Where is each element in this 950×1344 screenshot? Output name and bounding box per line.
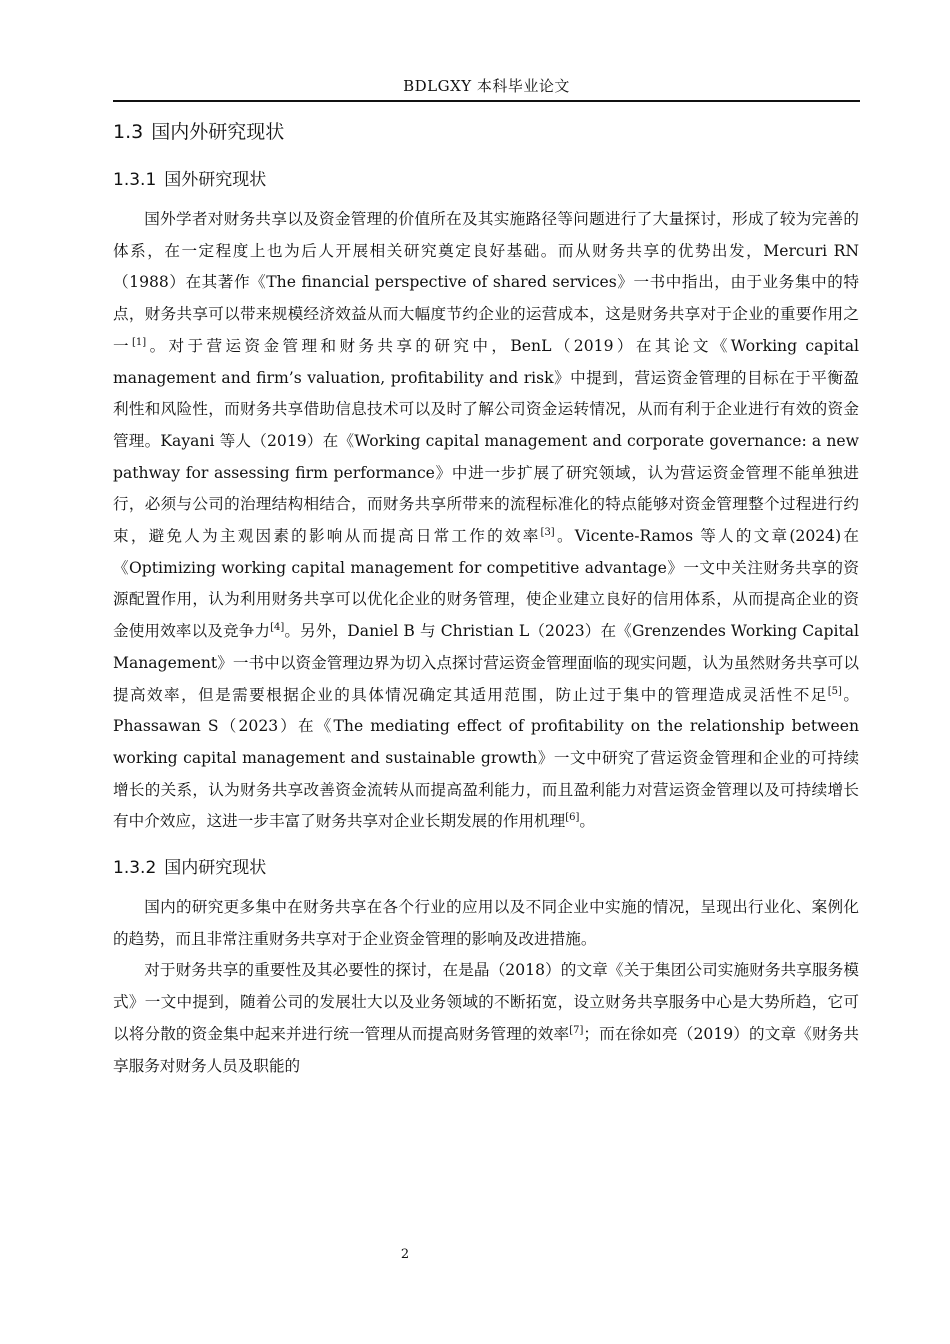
subsection-foreign-body [113,204,859,838]
subsection-title: 国外研究现状 [164,170,267,190]
running-header: BDLGXY 本科毕业论文 [403,77,570,95]
subsection-heading-foreign [113,162,859,198]
citation-marker: [7] [569,1024,584,1036]
header-rule [113,100,860,102]
paragraph-text: 。对于营运资金管理和财务共享的研究中，BenL（2019）在其论文《Working capital management and firm’s valuation, profitability and risk》中提到，营运资金管理的目标在于平衡盈利性和风险性，而财务共享借助信息技术可以及时了解公司资金运转情况，从而有利于企业进行有效的资金管理。Kayani 等人（2019）在《Working capital management and corporate governance: a new pathway for assessing firm performance》中进一步扩展了研究领域，认为营运资金管理不能单独进行，必须与公司的治理结构相结合，而财务共享所带来的流程标准化的特点能够对资金管理整个过程进行约束，避免人为主观因素的影响从而提高日常工作的效率 [113,336,859,546]
subsection-number: 1.3.1 [113,170,157,190]
paragraph-text: 。Phassawan S（2023）在《The mediating effect of profitability on the relationship between working capital management and sustainable growth》一文中研究了营运资金管理和企业的可持续增长的关系，认为财务共享改善资金流转从而提高盈利能力，而且盈利能力对营运资金管理以及可持续增长有中介效应，这进一步丰富了财务共享对企业长期发展的作用机理 [113,685,859,831]
page-number: 2 [400,1247,410,1262]
body-paragraph [113,955,859,1082]
section-heading [113,112,859,152]
paragraph-text: 对于财务共享的重要性及其必要性的探讨，在是晶（2018）的文章《关于集团公司实施财务共享服务模式》一文中提到，随着公司的发展壮大以及业务领域的不断拓宽，设立财务共享服务中心是大势所趋，它可以将分散的资金集中起来并进行统一管理从而提高财务管理的效率 [113,961,859,1043]
citation-marker: [3] [540,526,555,538]
paragraph-text: ；而在徐如亮（2019）的文章《财务共享服务对财务人员及职能的 [113,1024,859,1075]
citation-marker: [4] [270,621,285,633]
subsection-title: 国内研究现状 [164,858,267,879]
paragraph-text: 。 [579,812,596,831]
body-paragraph [113,892,859,955]
citation-marker: [5] [827,685,842,697]
paragraph-text: 国外学者对财务共享以及资金管理的价值所在及其实施路径等问题进行了大量探讨，形成了较为完善的体系，在一定程度上也为后人开展相关研究奠定良好基础。而从财务共享的优势出发，Mercuri RN（1988）在其著作《The financial perspective of shared services》一书中指出，由于业务集中的特点，财务共享可以带来规模经济效益从而大幅度节约企业的运营成本，这是财务共享对于企业的重要作用之一 [113,210,859,355]
paragraph-text: 。另外，Daniel B 与 Christian L（2023）在《Grenzendes Working Capital Management》一书中以资金管理边界为切入点探讨营运资金管理面临的现实问题，认为虽然财务共享可以提高效率，但是需要根据企业的具体情况确定其适用范围，防止过于集中的管理造成灵活性不足 [113,622,859,704]
citation-marker: [1] [132,336,147,348]
paragraph-text: 。Vicente-Ramos 等人的文章(2024)在《Optimizing working capital management for competitive advantage》一文中关注财务共享的资源配置作用，认为利用财务共享可以优化企业的财务管理，使企业建立良好的信用体系，从而提高企业的资金使用效率以及竞争力 [113,527,859,641]
subsection-domestic-body [113,892,859,1082]
page-content [113,112,859,1082]
subsection-heading-domestic [113,850,859,886]
section-title: 国内外研究现状 [151,121,285,143]
section-number: 1.3 [113,121,144,143]
body-paragraph [113,204,859,838]
subsection-number: 1.3.2 [113,858,157,879]
citation-marker: [6] [565,812,580,824]
paragraph-text: 国内的研究更多集中在财务共享在各个行业的应用以及不同企业中实施的情况，呈现出行业化、案例化的趋势，而且非常注重财务共享对于企业资金管理的影响及改进措施。 [113,898,859,948]
